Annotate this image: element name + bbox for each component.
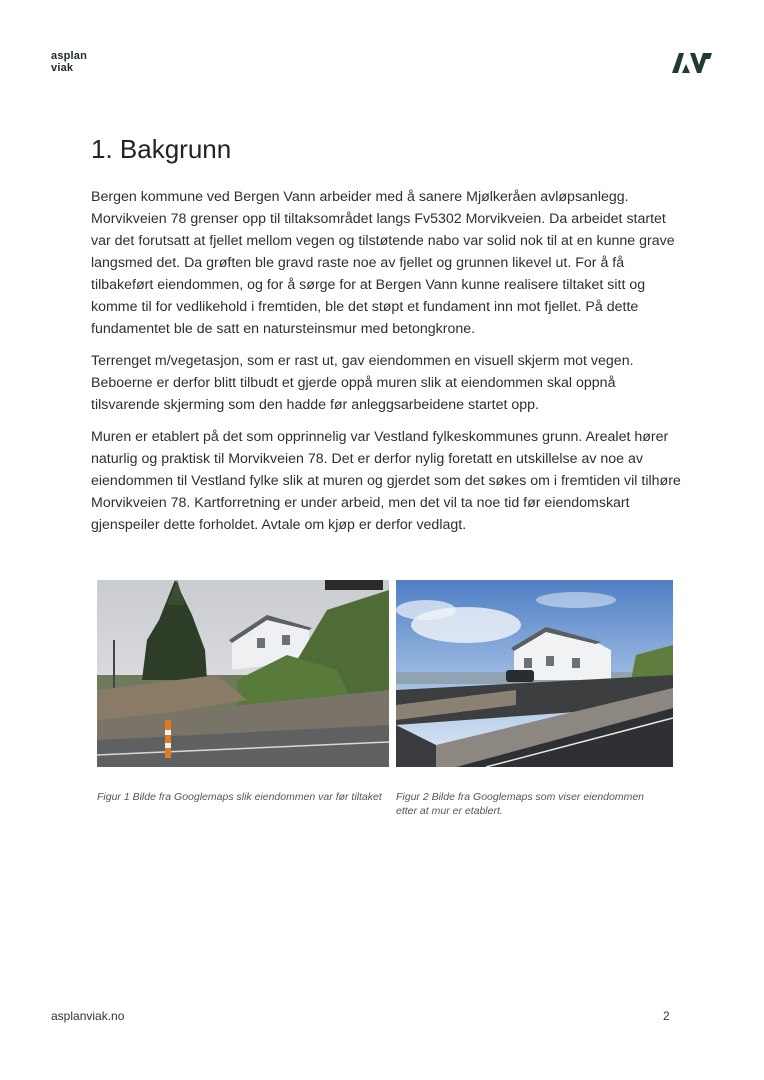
brand-line-2: viak [51,62,74,74]
figure-2-caption: Figur 2 Bilde fra Googlemaps som viser eiendommen etter at mur er etablert. [396,791,645,817]
figure-1-photo [97,580,389,767]
brand-wordmark [51,50,87,74]
figure-1-caption: Figur 1 Bilde fra Googlemaps slik eiendommen var før tiltaket [97,791,382,803]
paragraph-2: Terrenget m/vegetasjon, som er rast ut, gav eiendommen en visuell skjerm mot vegen. Beboerne er derfor blitt tilbudt et gjerde oppå muren slik at eiendommen skal oppnå tilsvarende skjerming som den hadde før anleggsarbeidene startet opp. [91,353,634,413]
paragraph-3: Muren er etablert på det som opprinnelig var Vestland fylkeskommunes grunn. Arealet hører naturlig og praktisk til Morvikveien 78. Det er derfor nylig foretatt en utskillelse av noe av eiendommen til Vestland fylke slik at muren og gjerdet som det søkes om i fremtiden vil tilhøre Morvikveien 78. Kartforretning er under arbeid, men det vil ta noe tid før eiendomskart gjenspeiler dette forholdet. Avtale om kjøp er derfor vedlagt. [91,429,681,533]
page-number: 2 [663,1009,670,1023]
asplan-viak-logo-icon [670,50,714,74]
body-text [91,186,681,546]
footer-url[interactable]: asplanviak.no [51,1009,125,1023]
section-title: 1. Bakgrunn [91,134,232,164]
paragraph-1: Bergen kommune ved Bergen Vann arbeider med å sanere Mjølkeråen avløpsanlegg. Morvikveien 78 grenser opp til tiltaksområdet langs Fv5302 Morvikveien. Da arbeidet startet var det forutsatt at fjellet mellom vegen og tilstøtende nabo var solid nok til at en kunne grave langsmed det. Da grøften ble gravd raste noe av fjellet og grunnen likevel ut. For å få tilbakeført eiendommen, og for å sørge for at Bergen Vann kunne realisere tiltaket sitt og komme til for vedlikehold i fremtiden, ble det støpt et fundament inn mot fjellet. På dette fundamentet ble de satt en natursteinsmur med betongkrone. [91,189,675,337]
figure-2-photo [396,580,673,767]
brand-line-1: asplan [51,50,88,62]
